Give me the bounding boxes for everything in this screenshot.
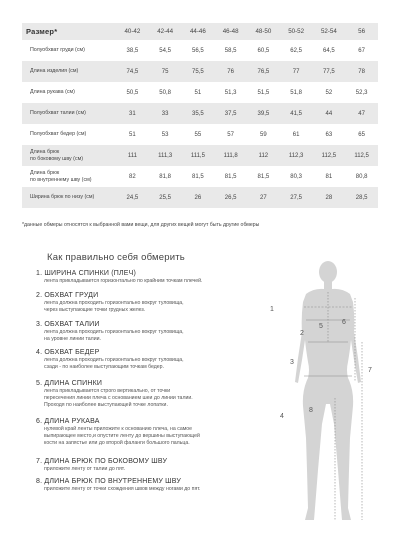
table-cell: 50,5 xyxy=(126,89,139,96)
step-description: кости на запястье или до второй фаланги большого пальца. xyxy=(44,440,190,446)
table-cell: 76,5 xyxy=(247,61,280,82)
table-row xyxy=(22,187,378,208)
size-column-header: 50-52 xyxy=(280,23,313,40)
table-row xyxy=(22,40,378,61)
measurement-step xyxy=(36,349,286,371)
table-cell: 26,5 xyxy=(214,187,247,208)
size-column-header: 42-44 xyxy=(149,23,182,40)
figure-label-5: 5 xyxy=(319,323,323,330)
table-row xyxy=(22,61,378,82)
measurement-label xyxy=(22,145,116,166)
figure-label-2: 2 xyxy=(300,330,304,337)
size-column-header: 48-50 xyxy=(247,23,280,40)
table-cell: 41,5 xyxy=(280,103,313,124)
measurement-label-line: по внутреннему шву (см) xyxy=(30,176,92,183)
measurement-label-line: Длина брюк xyxy=(30,169,60,176)
table-row xyxy=(22,82,378,103)
table-cell: 63 xyxy=(325,131,333,138)
step-description: нулевой край ленты приложите к основанию плеча, на самое xyxy=(44,426,193,432)
step-description: Проходя по наиболее выступающей точке лопатки. xyxy=(44,402,168,408)
body-figure-illustration xyxy=(262,258,392,533)
table-cell: 60,5 xyxy=(257,47,270,54)
table-cell: 112,3 xyxy=(280,145,313,166)
howto-title: Как правильно себя обмерить xyxy=(47,252,185,263)
table-cell: 51 xyxy=(129,131,136,138)
table-cell: 77,5 xyxy=(313,61,346,82)
table-cell: 80,8 xyxy=(355,173,368,180)
measurement-label: Длина рукава (см) xyxy=(30,89,75,95)
table-cell: 27 xyxy=(247,187,280,208)
size-column-header: 40-42 xyxy=(116,23,149,40)
step-description: пересечения линии плеча с основанием шеи до линии талии. xyxy=(44,395,193,401)
table-cell: 26 xyxy=(182,187,215,208)
measurement-label-line: по боковому шву (см) xyxy=(30,155,83,162)
table-cell: 44 xyxy=(313,103,346,124)
table-cell: 54,5 xyxy=(159,47,171,54)
step-description: лента прикладывается горизонтально по крайним точкам плечей. xyxy=(44,278,203,284)
step-description: приложите ленту от точки схождения швов между ногами до пят. xyxy=(44,486,201,492)
step-title: 8. ДЛИНА БРЮК ПО ВНУТРЕННЕМУ ШВУ xyxy=(36,478,182,485)
table-cell: 28 xyxy=(313,187,346,208)
measurement-note: *данные обмеры относятся к выбранной вами вещи, для других вещей могут быть другие обмеры xyxy=(22,222,260,228)
step-description: сзади - по наиболее выступающим точкам бедер. xyxy=(44,364,165,370)
table-cell: 50,8 xyxy=(159,89,171,96)
table-cell: 47 xyxy=(345,103,378,124)
size-table-container xyxy=(22,23,378,219)
step-description: через выступающие точки грудных желез. xyxy=(44,307,146,313)
measurement-step xyxy=(36,458,286,473)
figure-label-1: 1 xyxy=(270,306,274,313)
table-cell: 51,8 xyxy=(290,89,302,96)
table-cell: 64,5 xyxy=(323,47,335,54)
measurement-step xyxy=(36,380,286,409)
measurement-label: Полуобхват груди (см) xyxy=(30,47,85,53)
step-description: лента должна проходить горизонтально вокруг туловища, xyxy=(44,357,184,363)
table-cell: 67 xyxy=(358,47,365,54)
step-description: выпирающее место,и опустите ленту до вершины выступающей xyxy=(44,433,200,439)
figure-label-7: 7 xyxy=(368,367,372,374)
table-cell: 53 xyxy=(161,131,169,138)
step-description: лента должна проходить горизонтально вокруг туловища, xyxy=(44,300,184,306)
measurement-label: Ширина брюк по низу (см) xyxy=(22,187,116,208)
table-cell: 76 xyxy=(214,61,247,82)
table-cell: 35,5 xyxy=(182,103,215,124)
table-cell: 57 xyxy=(227,131,234,138)
size-column-header: 46-48 xyxy=(214,23,247,40)
table-cell: 81,8 xyxy=(159,173,171,180)
measurement-label: Длина изделия (см) xyxy=(22,61,116,82)
measurement-label: Полуобхват бедер (см) xyxy=(30,131,87,137)
table-cell: 38,5 xyxy=(126,47,139,54)
table-cell: 52 xyxy=(325,89,333,96)
size-column-header: 44-46 xyxy=(182,23,215,40)
table-cell: 28,5 xyxy=(345,187,378,208)
table-cell: 81,5 xyxy=(192,173,204,180)
table-cell: 112,5 xyxy=(313,145,346,166)
table-cell: 80,3 xyxy=(290,173,302,180)
table-cell: 112,5 xyxy=(345,145,378,166)
figure-label-4: 4 xyxy=(280,413,284,420)
step-description: приложите ленту от талии до пят. xyxy=(44,466,126,472)
table-cell: 37,5 xyxy=(214,103,247,124)
measurement-label xyxy=(22,166,116,187)
table-cell: 75,5 xyxy=(182,61,215,82)
table-cell: 51 xyxy=(194,89,202,96)
table-cell: 55 xyxy=(194,131,202,138)
table-cell: 61 xyxy=(292,131,300,138)
measurement-label-line: Длина брюк xyxy=(30,148,60,155)
table-cell: 81,5 xyxy=(257,173,270,180)
table-cell: 112 xyxy=(247,145,280,166)
table-cell: 74,5 xyxy=(116,61,149,82)
step-title: 2. ОБХВАТ ГРУДИ xyxy=(36,292,99,299)
table-cell: 31 xyxy=(116,103,149,124)
step-description: на уровне линии талии. xyxy=(44,336,101,342)
table-cell: 59 xyxy=(260,131,267,138)
size-column-header: 56 xyxy=(345,23,378,40)
table-cell: 111,5 xyxy=(182,145,215,166)
figure-label-8: 8 xyxy=(309,407,313,414)
table-cell: 75 xyxy=(149,61,182,82)
table-cell: 77 xyxy=(280,61,313,82)
table-cell: 27,5 xyxy=(280,187,313,208)
table-cell: 51,3 xyxy=(224,89,237,96)
measurement-label: Полуобхват талии (см) xyxy=(22,103,116,124)
measurement-step xyxy=(36,292,286,314)
table-cell: 65 xyxy=(358,131,365,138)
step-title: 4. ОБХВАТ БЕДЕР xyxy=(36,349,100,356)
table-cell: 39,5 xyxy=(247,103,280,124)
size-table xyxy=(22,23,378,208)
table-cell: 78 xyxy=(345,61,378,82)
table-cell: 52,3 xyxy=(355,89,368,96)
table-cell: 62,5 xyxy=(290,47,302,54)
table-cell: 111,8 xyxy=(214,145,247,166)
step-description: лента прикладывается строго вертикально, от точки xyxy=(44,388,171,394)
table-cell: 51,5 xyxy=(257,89,270,96)
step-title: 1. ШИРИНА СПИНКИ (ПЛЕЧ) xyxy=(36,270,137,277)
table-cell: 81 xyxy=(325,173,333,180)
table-cell: 24,5 xyxy=(116,187,149,208)
step-title: 5. ДЛИНА СПИНКИ xyxy=(36,380,103,387)
body-silhouette-icon xyxy=(262,258,392,533)
table-cell: 82 xyxy=(129,173,136,180)
table-cell: 111 xyxy=(116,145,149,166)
step-title: 3. ОБХВАТ ТАЛИИ xyxy=(36,321,100,328)
size-header-label: Размер* xyxy=(22,23,116,40)
table-row xyxy=(22,166,378,187)
table-cell: 58,5 xyxy=(224,47,237,54)
measurement-step xyxy=(36,270,286,285)
size-column-header: 52-54 xyxy=(313,23,346,40)
table-cell: 81,5 xyxy=(224,173,237,180)
step-title: 7. ДЛИНА БРЮК ПО БОКОВОМУ ШВУ xyxy=(36,458,168,465)
measurement-step xyxy=(36,418,286,447)
table-cell: 25,5 xyxy=(149,187,182,208)
table-cell: 56,5 xyxy=(192,47,204,54)
size-table-header xyxy=(22,23,378,40)
figure-label-6: 6 xyxy=(342,319,346,326)
table-cell: 111,3 xyxy=(149,145,182,166)
step-description: лента должна проходить горизонтально вокруг туловища, xyxy=(44,329,184,335)
table-row xyxy=(22,145,378,166)
measurement-step xyxy=(36,321,286,343)
measurement-step xyxy=(36,478,286,493)
step-title: 6. ДЛИНА РУКАВА xyxy=(36,418,100,425)
figure-label-3: 3 xyxy=(290,359,294,366)
table-row xyxy=(22,124,378,145)
table-cell: 33 xyxy=(149,103,182,124)
table-row xyxy=(22,103,378,124)
